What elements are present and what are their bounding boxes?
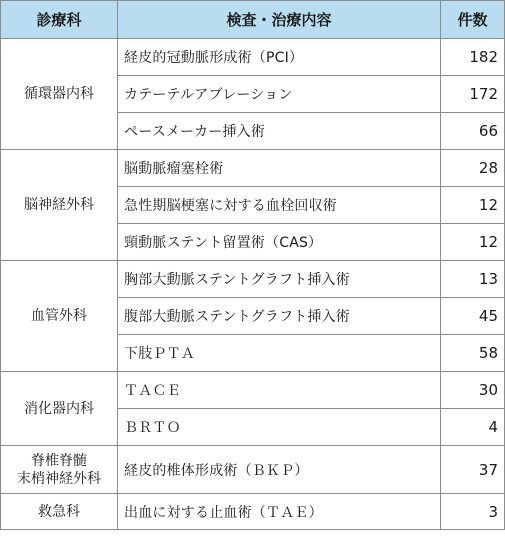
count-cell: 66 [441,113,505,150]
procedure-cell: 下肢ＰＴＡ [118,335,441,372]
count-cell: 3 [441,494,505,530]
procedure-cell: 経皮的冠動脈形成術（PCI） [118,39,441,76]
table-row [1,39,505,76]
procedure-cell: 経皮的椎体形成術（ＢＫＰ） [118,446,441,494]
department-cell: 救急科 [1,494,118,530]
procedure-cell: カテーテルアブレーション [118,76,441,113]
department-cell: 循環器内科 [1,39,118,150]
count-cell: 30 [441,372,505,409]
procedure-cell: ペースメーカー挿入術 [118,113,441,150]
header-department: 診療科 [1,1,118,39]
table-row [1,150,505,187]
header-row [1,1,505,39]
department-line-1: 脊椎脊髄 [31,452,87,469]
procedure-cell: 胸部大動脈ステントグラフト挿入術 [118,261,441,298]
count-cell: 4 [441,409,505,446]
department-cell: 消化器内科 [1,372,118,446]
count-cell: 12 [441,187,505,224]
procedure-cell: ＴＡＣＥ [118,372,441,409]
header-count: 件数 [441,1,505,39]
procedure-cell: 急性期脳梗塞に対する血栓回収術 [118,187,441,224]
procedure-cell: 腹部大動脈ステントグラフト挿入術 [118,298,441,335]
table-row [1,372,505,409]
department-cell: 血管外科 [1,261,118,372]
count-cell: 172 [441,76,505,113]
count-cell: 58 [441,335,505,372]
count-cell: 45 [441,298,505,335]
department-cell: 脳神経外科 [1,150,118,261]
count-cell: 37 [441,446,505,494]
procedure-cell: ＢＲＴＯ [118,409,441,446]
table-row [1,261,505,298]
department-cell [1,446,118,494]
procedure-cell: 出血に対する止血術（ＴＡＥ） [118,494,441,530]
count-cell: 28 [441,150,505,187]
header-procedure: 検査・治療内容 [118,1,441,39]
department-line-2: 末梢神経外科 [17,470,101,487]
count-cell: 182 [441,39,505,76]
table-row [1,494,505,530]
count-cell: 12 [441,224,505,261]
procedure-cell: 脳動脈瘤塞栓術 [118,150,441,187]
procedure-cell: 頸動脈ステント留置術（CAS） [118,224,441,261]
table-row [1,446,505,494]
count-cell: 13 [441,261,505,298]
